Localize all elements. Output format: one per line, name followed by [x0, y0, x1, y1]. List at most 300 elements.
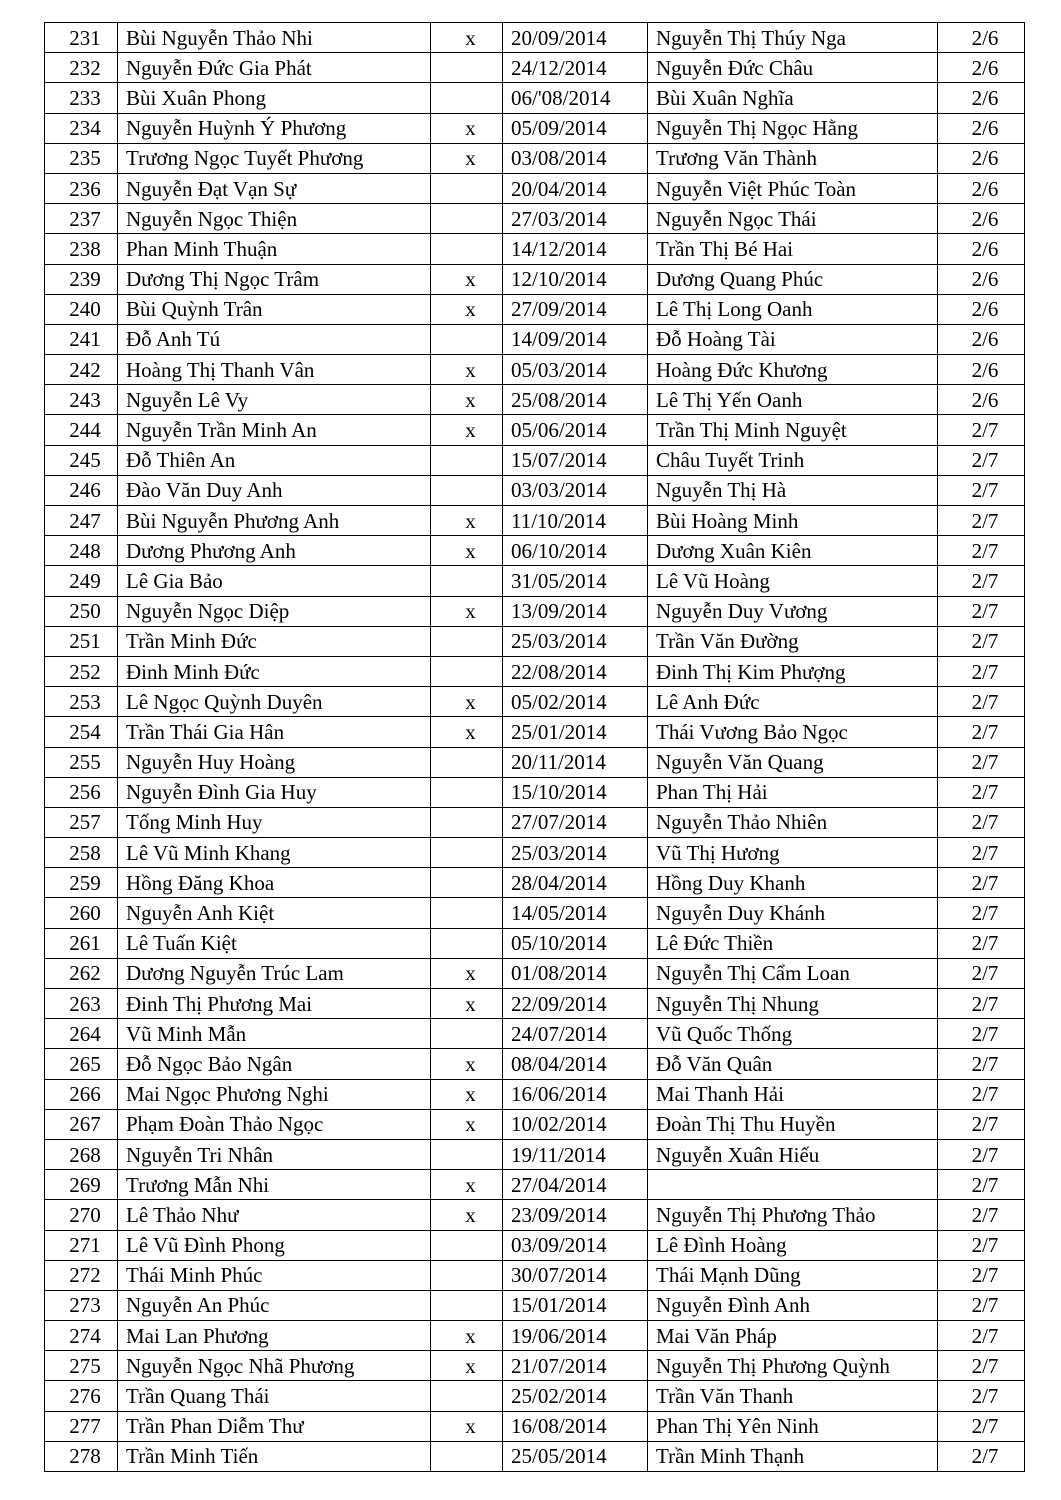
class-name: 2/6 [938, 173, 1025, 203]
date-of-birth: 06/'08/2014 [503, 83, 648, 113]
date-of-birth: 05/02/2014 [503, 687, 648, 717]
female-mark [431, 1381, 503, 1411]
female-mark: x [431, 536, 503, 566]
female-mark [431, 1260, 503, 1290]
date-of-birth: 14/12/2014 [503, 234, 648, 264]
parent-name: Lê Vũ Hoàng [648, 566, 938, 596]
student-name: Vũ Minh Mẫn [118, 1019, 431, 1049]
parent-name: Đoàn Thị Thu Huyền [648, 1109, 938, 1139]
female-mark: x [431, 1170, 503, 1200]
class-name: 2/7 [938, 1079, 1025, 1109]
class-name: 2/7 [938, 506, 1025, 536]
row-number: 271 [45, 1230, 118, 1260]
female-mark: x [431, 596, 503, 626]
table-row [45, 1170, 1025, 1200]
parent-name: Nguyễn Thị Nhung [648, 989, 938, 1019]
table-row [45, 777, 1025, 807]
table-row [45, 536, 1025, 566]
parent-name: Đinh Thị Kim Phượng [648, 656, 938, 686]
class-name: 2/7 [938, 415, 1025, 445]
date-of-birth: 15/01/2014 [503, 1290, 648, 1320]
parent-name: Thái Vương Bảo Ngọc [648, 717, 938, 747]
row-number: 236 [45, 173, 118, 203]
class-name: 2/6 [938, 264, 1025, 294]
date-of-birth: 25/02/2014 [503, 1381, 648, 1411]
date-of-birth: 25/03/2014 [503, 626, 648, 656]
table-row [45, 475, 1025, 505]
table-row [45, 264, 1025, 294]
row-number: 278 [45, 1441, 118, 1471]
parent-name: Vũ Thị Hương [648, 838, 938, 868]
date-of-birth: 13/09/2014 [503, 596, 648, 626]
student-name: Nguyễn Lê Vy [118, 385, 431, 415]
female-mark: x [431, 1049, 503, 1079]
date-of-birth: 27/04/2014 [503, 1170, 648, 1200]
table-row [45, 596, 1025, 626]
female-mark [431, 324, 503, 354]
student-list-page [44, 22, 1025, 1472]
table-row [45, 747, 1025, 777]
class-name: 2/7 [938, 777, 1025, 807]
female-mark [431, 747, 503, 777]
row-number: 264 [45, 1019, 118, 1049]
student-name: Trần Quang Thái [118, 1381, 431, 1411]
female-mark: x [431, 385, 503, 415]
date-of-birth: 05/10/2014 [503, 928, 648, 958]
student-name: Hoàng Thị Thanh Vân [118, 355, 431, 385]
parent-name: Hồng Duy Khanh [648, 868, 938, 898]
table-row [45, 958, 1025, 988]
parent-name: Đỗ Hoàng Tài [648, 324, 938, 354]
row-number: 240 [45, 294, 118, 324]
student-name: Nguyễn Anh Kiệt [118, 898, 431, 928]
student-name: Đinh Minh Đức [118, 656, 431, 686]
date-of-birth: 25/01/2014 [503, 717, 648, 747]
student-name: Lê Vũ Đình Phong [118, 1230, 431, 1260]
class-name: 2/7 [938, 1230, 1025, 1260]
date-of-birth: 12/10/2014 [503, 264, 648, 294]
student-name: Lê Thảo Như [118, 1200, 431, 1230]
female-mark [431, 83, 503, 113]
female-mark: x [431, 294, 503, 324]
date-of-birth: 20/04/2014 [503, 173, 648, 203]
table-row [45, 807, 1025, 837]
parent-name: Trần Thị Bé Hai [648, 234, 938, 264]
parent-name: Trần Văn Thanh [648, 1381, 938, 1411]
student-roster-table [44, 22, 1025, 1472]
date-of-birth: 24/07/2014 [503, 1019, 648, 1049]
row-number: 265 [45, 1049, 118, 1079]
class-name: 2/7 [938, 656, 1025, 686]
female-mark: x [431, 1079, 503, 1109]
row-number: 245 [45, 445, 118, 475]
date-of-birth: 20/11/2014 [503, 747, 648, 777]
parent-name: Trần Văn Đường [648, 626, 938, 656]
student-name: Nguyễn Ngọc Diệp [118, 596, 431, 626]
table-row [45, 898, 1025, 928]
class-name: 2/7 [938, 717, 1025, 747]
parent-name: Châu Tuyết Trinh [648, 445, 938, 475]
date-of-birth: 06/10/2014 [503, 536, 648, 566]
date-of-birth: 14/05/2014 [503, 898, 648, 928]
table-row [45, 1079, 1025, 1109]
date-of-birth: 27/07/2014 [503, 807, 648, 837]
row-number: 267 [45, 1109, 118, 1139]
table-row [45, 173, 1025, 203]
row-number: 272 [45, 1260, 118, 1290]
roster-body [45, 23, 1025, 1472]
class-name: 2/7 [938, 687, 1025, 717]
row-number: 243 [45, 385, 118, 415]
row-number: 248 [45, 536, 118, 566]
female-mark [431, 1139, 503, 1169]
student-name: Tống Minh Huy [118, 807, 431, 837]
table-row [45, 1381, 1025, 1411]
female-mark: x [431, 113, 503, 143]
date-of-birth: 25/08/2014 [503, 385, 648, 415]
female-mark [431, 626, 503, 656]
row-number: 246 [45, 475, 118, 505]
student-name: Bùi Nguyễn Thảo Nhi [118, 23, 431, 53]
student-name: Trần Minh Đức [118, 626, 431, 656]
parent-name: Nguyễn Thảo Nhiên [648, 807, 938, 837]
date-of-birth: 03/09/2014 [503, 1230, 648, 1260]
class-name: 2/7 [938, 1109, 1025, 1139]
date-of-birth: 28/04/2014 [503, 868, 648, 898]
class-name: 2/7 [938, 898, 1025, 928]
student-name: Lê Vũ Minh Khang [118, 838, 431, 868]
row-number: 268 [45, 1139, 118, 1169]
female-mark [431, 928, 503, 958]
parent-name: Hoàng Đức Khương [648, 355, 938, 385]
row-number: 270 [45, 1200, 118, 1230]
parent-name: Nguyễn Duy Khánh [648, 898, 938, 928]
class-name: 2/7 [938, 1441, 1025, 1471]
parent-name: Nguyễn Duy Vương [648, 596, 938, 626]
row-number: 261 [45, 928, 118, 958]
table-row [45, 1200, 1025, 1230]
class-name: 2/6 [938, 83, 1025, 113]
table-row [45, 1019, 1025, 1049]
student-name: Nguyễn Đạt Vạn Sự [118, 173, 431, 203]
date-of-birth: 25/05/2014 [503, 1441, 648, 1471]
row-number: 253 [45, 687, 118, 717]
student-name: Nguyễn Huỳnh Ý Phương [118, 113, 431, 143]
row-number: 244 [45, 415, 118, 445]
female-mark [431, 838, 503, 868]
date-of-birth: 16/08/2014 [503, 1411, 648, 1441]
female-mark: x [431, 506, 503, 536]
parent-name: Lê Đức Thiền [648, 928, 938, 958]
student-name: Nguyễn Huy Hoàng [118, 747, 431, 777]
class-name: 2/7 [938, 475, 1025, 505]
parent-name: Trần Thị Minh Nguyệt [648, 415, 938, 445]
student-name: Nguyễn Ngọc Nhã Phương [118, 1351, 431, 1381]
table-row [45, 1411, 1025, 1441]
table-row [45, 294, 1025, 324]
student-name: Đỗ Anh Tú [118, 324, 431, 354]
date-of-birth: 22/08/2014 [503, 656, 648, 686]
parent-name: Đỗ Văn Quân [648, 1049, 938, 1079]
date-of-birth: 31/05/2014 [503, 566, 648, 596]
class-name: 2/7 [938, 1139, 1025, 1169]
date-of-birth: 01/08/2014 [503, 958, 648, 988]
class-name: 2/7 [938, 928, 1025, 958]
class-name: 2/7 [938, 1200, 1025, 1230]
student-name: Nguyễn An Phúc [118, 1290, 431, 1320]
class-name: 2/7 [938, 1260, 1025, 1290]
table-row [45, 445, 1025, 475]
female-mark: x [431, 355, 503, 385]
parent-name: Nguyễn Việt Phúc Toàn [648, 173, 938, 203]
student-name: Mai Ngọc Phương Nghi [118, 1079, 431, 1109]
table-row [45, 83, 1025, 113]
parent-name: Bùi Xuân Nghĩa [648, 83, 938, 113]
student-name: Đỗ Thiên An [118, 445, 431, 475]
student-name: Dương Thị Ngọc Trâm [118, 264, 431, 294]
table-row [45, 868, 1025, 898]
parent-name: Mai Thanh Hải [648, 1079, 938, 1109]
female-mark: x [431, 1109, 503, 1139]
student-name: Đinh Thị Phương Mai [118, 989, 431, 1019]
row-number: 269 [45, 1170, 118, 1200]
date-of-birth: 25/03/2014 [503, 838, 648, 868]
parent-name: Nguyễn Thị Cẩm Loan [648, 958, 938, 988]
class-name: 2/7 [938, 1170, 1025, 1200]
student-name: Bùi Nguyễn Phương Anh [118, 506, 431, 536]
student-name: Lê Ngọc Quỳnh Duyên [118, 687, 431, 717]
student-name: Phan Minh Thuận [118, 234, 431, 264]
table-row [45, 717, 1025, 747]
row-number: 258 [45, 838, 118, 868]
parent-name: Nguyễn Thị Thúy Nga [648, 23, 938, 53]
row-number: 273 [45, 1290, 118, 1320]
female-mark [431, 1019, 503, 1049]
row-number: 256 [45, 777, 118, 807]
female-mark [431, 234, 503, 264]
row-number: 252 [45, 656, 118, 686]
female-mark: x [431, 415, 503, 445]
row-number: 242 [45, 355, 118, 385]
row-number: 275 [45, 1351, 118, 1381]
date-of-birth: 22/09/2014 [503, 989, 648, 1019]
student-name: Trần Thái Gia Hân [118, 717, 431, 747]
row-number: 238 [45, 234, 118, 264]
female-mark [431, 868, 503, 898]
student-name: Trương Ngọc Tuyết Phương [118, 143, 431, 173]
class-name: 2/7 [938, 1019, 1025, 1049]
female-mark: x [431, 1200, 503, 1230]
female-mark [431, 1441, 503, 1471]
row-number: 266 [45, 1079, 118, 1109]
table-row [45, 566, 1025, 596]
date-of-birth: 16/06/2014 [503, 1079, 648, 1109]
female-mark: x [431, 1351, 503, 1381]
parent-name: Thái Mạnh Dũng [648, 1260, 938, 1290]
row-number: 247 [45, 506, 118, 536]
female-mark: x [431, 264, 503, 294]
row-number: 260 [45, 898, 118, 928]
table-row [45, 1109, 1025, 1139]
female-mark [431, 777, 503, 807]
row-number: 233 [45, 83, 118, 113]
class-name: 2/6 [938, 355, 1025, 385]
parent-name: Dương Quang Phúc [648, 264, 938, 294]
date-of-birth: 24/12/2014 [503, 53, 648, 83]
class-name: 2/7 [938, 445, 1025, 475]
date-of-birth: 20/09/2014 [503, 23, 648, 53]
parent-name: Bùi Hoàng Minh [648, 506, 938, 536]
date-of-birth: 03/03/2014 [503, 475, 648, 505]
table-row [45, 656, 1025, 686]
date-of-birth: 23/09/2014 [503, 1200, 648, 1230]
student-name: Mai Lan Phương [118, 1321, 431, 1351]
parent-name: Phan Thị Hải [648, 777, 938, 807]
table-row [45, 23, 1025, 53]
date-of-birth: 30/07/2014 [503, 1260, 648, 1290]
student-name: Trần Minh Tiến [118, 1441, 431, 1471]
student-name: Đào Văn Duy Anh [118, 475, 431, 505]
row-number: 241 [45, 324, 118, 354]
student-name: Đỗ Ngọc Bảo Ngân [118, 1049, 431, 1079]
table-row [45, 1321, 1025, 1351]
table-row [45, 355, 1025, 385]
table-row [45, 1290, 1025, 1320]
student-name: Trương Mẫn Nhi [118, 1170, 431, 1200]
student-name: Hồng Đăng Khoa [118, 868, 431, 898]
parent-name: Nguyễn Xuân Hiếu [648, 1139, 938, 1169]
female-mark [431, 807, 503, 837]
date-of-birth: 10/02/2014 [503, 1109, 648, 1139]
date-of-birth: 05/03/2014 [503, 355, 648, 385]
parent-name [648, 1170, 938, 1200]
date-of-birth: 11/10/2014 [503, 506, 648, 536]
class-name: 2/7 [938, 536, 1025, 566]
parent-name: Lê Đình Hoàng [648, 1230, 938, 1260]
parent-name: Nguyễn Ngọc Thái [648, 204, 938, 234]
table-row [45, 204, 1025, 234]
student-name: Lê Tuấn Kiệt [118, 928, 431, 958]
parent-name: Nguyễn Thị Phương Thảo [648, 1200, 938, 1230]
row-number: 235 [45, 143, 118, 173]
student-name: Lê Gia Bảo [118, 566, 431, 596]
parent-name: Nguyễn Đình Anh [648, 1290, 938, 1320]
student-name: Trần Phan Diễm Thư [118, 1411, 431, 1441]
student-name: Nguyễn Trần Minh An [118, 415, 431, 445]
female-mark: x [431, 958, 503, 988]
female-mark [431, 566, 503, 596]
class-name: 2/7 [938, 626, 1025, 656]
female-mark: x [431, 23, 503, 53]
date-of-birth: 19/11/2014 [503, 1139, 648, 1169]
class-name: 2/7 [938, 807, 1025, 837]
table-row [45, 1049, 1025, 1079]
table-row [45, 385, 1025, 415]
table-row [45, 626, 1025, 656]
table-row [45, 113, 1025, 143]
class-name: 2/6 [938, 23, 1025, 53]
student-name: Phạm Đoàn Thảo Ngọc [118, 1109, 431, 1139]
row-number: 276 [45, 1381, 118, 1411]
class-name: 2/6 [938, 234, 1025, 264]
row-number: 251 [45, 626, 118, 656]
class-name: 2/7 [938, 1381, 1025, 1411]
date-of-birth: 15/07/2014 [503, 445, 648, 475]
table-row [45, 687, 1025, 717]
table-row [45, 1139, 1025, 1169]
parent-name: Dương Xuân Kiên [648, 536, 938, 566]
table-row [45, 1351, 1025, 1381]
class-name: 2/7 [938, 1321, 1025, 1351]
row-number: 263 [45, 989, 118, 1019]
class-name: 2/7 [938, 1290, 1025, 1320]
parent-name: Mai Văn Pháp [648, 1321, 938, 1351]
row-number: 274 [45, 1321, 118, 1351]
class-name: 2/6 [938, 143, 1025, 173]
female-mark: x [431, 989, 503, 1019]
table-row [45, 1230, 1025, 1260]
student-name: Nguyễn Ngọc Thiện [118, 204, 431, 234]
female-mark [431, 173, 503, 203]
date-of-birth: 05/06/2014 [503, 415, 648, 445]
female-mark: x [431, 717, 503, 747]
class-name: 2/7 [938, 1351, 1025, 1381]
row-number: 257 [45, 807, 118, 837]
date-of-birth: 19/06/2014 [503, 1321, 648, 1351]
row-number: 231 [45, 23, 118, 53]
female-mark: x [431, 1411, 503, 1441]
row-number: 255 [45, 747, 118, 777]
table-row [45, 838, 1025, 868]
row-number: 259 [45, 868, 118, 898]
table-row [45, 143, 1025, 173]
table-row [45, 415, 1025, 445]
row-number: 232 [45, 53, 118, 83]
table-row [45, 989, 1025, 1019]
date-of-birth: 21/07/2014 [503, 1351, 648, 1381]
table-row [45, 928, 1025, 958]
class-name: 2/6 [938, 294, 1025, 324]
female-mark: x [431, 687, 503, 717]
class-name: 2/7 [938, 1049, 1025, 1079]
parent-name: Nguyễn Thị Ngọc Hằng [648, 113, 938, 143]
table-row [45, 506, 1025, 536]
parent-name: Vũ Quốc Thống [648, 1019, 938, 1049]
student-name: Bùi Quỳnh Trân [118, 294, 431, 324]
parent-name: Phan Thị Yên Ninh [648, 1411, 938, 1441]
class-name: 2/7 [938, 868, 1025, 898]
class-name: 2/7 [938, 1411, 1025, 1441]
class-name: 2/6 [938, 113, 1025, 143]
class-name: 2/6 [938, 324, 1025, 354]
row-number: 237 [45, 204, 118, 234]
class-name: 2/7 [938, 566, 1025, 596]
row-number: 254 [45, 717, 118, 747]
female-mark: x [431, 1321, 503, 1351]
parent-name: Trần Minh Thạnh [648, 1441, 938, 1471]
female-mark [431, 898, 503, 928]
female-mark [431, 1290, 503, 1320]
table-row [45, 1441, 1025, 1471]
row-number: 262 [45, 958, 118, 988]
table-row [45, 324, 1025, 354]
student-name: Dương Nguyễn Trúc Lam [118, 958, 431, 988]
student-name: Nguyễn Đình Gia Huy [118, 777, 431, 807]
class-name: 2/6 [938, 385, 1025, 415]
female-mark [431, 445, 503, 475]
table-row [45, 234, 1025, 264]
parent-name: Lê Anh Đức [648, 687, 938, 717]
